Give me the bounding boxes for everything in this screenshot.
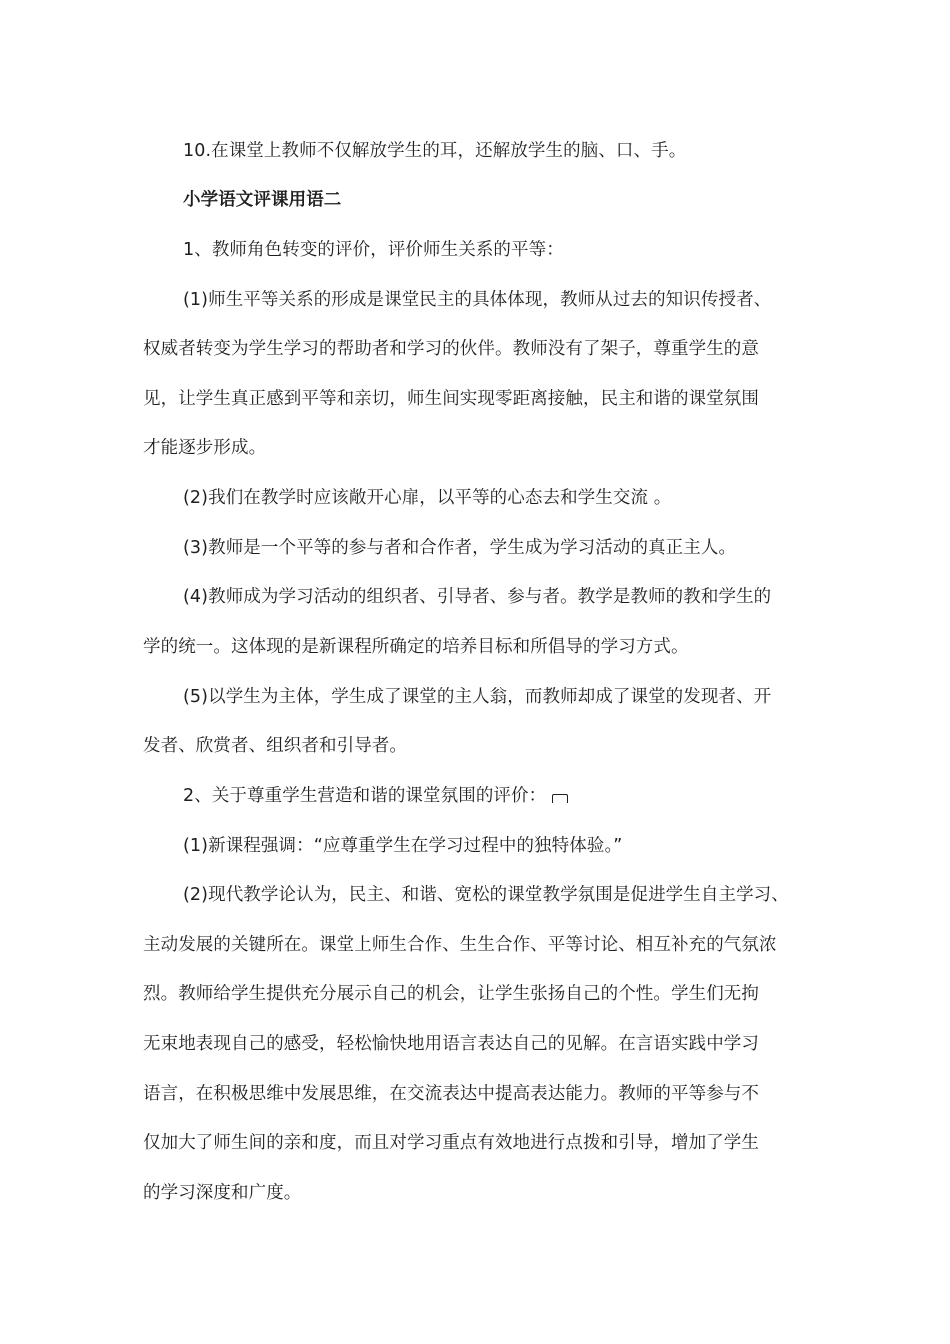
paragraph-1-1-line-3: 见，让学生真正感到平等和亲切，师生间实现零距离接触，民主和谐的课堂氛围 bbox=[143, 389, 759, 409]
paragraph-2-2-line-3: 烈。教师给学生提供充分展示自己的机会，让学生张扬自己的个性。学生们无拘 bbox=[143, 984, 759, 1004]
paragraph-1-5-line-2: 发者、欣赏者、组织者和引导者。 bbox=[143, 736, 407, 756]
paragraph-1-1-line-2: 权威者转变为学生学习的帮助者和学习的伙伴。教师没有了架子，尊重学生的意 bbox=[143, 339, 759, 359]
paragraph-1-1-line-4: 才能逐步形成。 bbox=[143, 438, 267, 458]
paragraph-2-2-line-5: 语言，在积极思维中发展思维，在交流表达中提高表达能力。教师的平等参与不 bbox=[143, 1084, 759, 1104]
paragraph-2-1: (1)新课程强调：“应尊重学生在学习过程中的独特体验。” bbox=[183, 836, 623, 856]
paragraph-2-2-line-6: 仅加大了师生间的亲和度，而且对学习重点有效地进行点拨和引导，增加了学生 bbox=[143, 1133, 759, 1153]
paragraph-1-5-line-1: (5)以学生为主体，学生成了课堂的主人翁，而教师却成了课堂的发现者、开 bbox=[183, 687, 772, 707]
paragraph-2-2-line-4: 无束地表现自己的感受，轻松愉快地用语言表达自己的见解。在言语实践中学习 bbox=[143, 1034, 759, 1054]
subheading-1: 1、教师角色转变的评价，评价师生关系的平等： bbox=[183, 240, 564, 260]
paragraph-1-3: (3)教师是一个平等的参与者和合作者，学生成为学习活动的真正主人。 bbox=[183, 538, 737, 558]
paragraph-1-4-line-1: (4)教师成为学习活动的组织者、引导者、参与者。教学是教师的教和学生的 bbox=[183, 587, 772, 607]
subheading-2-row bbox=[183, 783, 568, 809]
paragraph-2-2-line-7: 的学习深度和广度。 bbox=[143, 1183, 302, 1203]
paragraph-point-10: 10.在课堂上教师不仅解放学生的耳，还解放学生的脑、口、手。 bbox=[183, 141, 687, 161]
subheading-2: 2、关于尊重学生营造和谐的课堂氛围的评价： bbox=[183, 786, 547, 806]
paragraph-2-2-line-2: 主动发展的关键所在。课堂上师生合作、生生合作、平等讨论、相互补充的气氛浓 bbox=[143, 935, 777, 955]
paragraph-1-4-line-2: 学的统一。这体现的是新课程所确定的培养目标和所倡导的学习方式。 bbox=[143, 637, 689, 657]
text-cursor-icon bbox=[552, 794, 568, 803]
paragraph-2-2-line-1: (2)现代教学论认为，民主、和谐、宽松的课堂教学氛围是促进学生自主学习、 bbox=[183, 885, 789, 905]
section-heading: 小学语文评课用语二 bbox=[183, 190, 342, 210]
paragraph-1-2: (2)我们在教学时应该敞开心扉，以平等的心态去和学生交流 。 bbox=[183, 488, 672, 508]
paragraph-1-1-line-1: (1)师生平等关系的形成是课堂民主的具体体现，教师从过去的知识传授者、 bbox=[183, 290, 772, 310]
